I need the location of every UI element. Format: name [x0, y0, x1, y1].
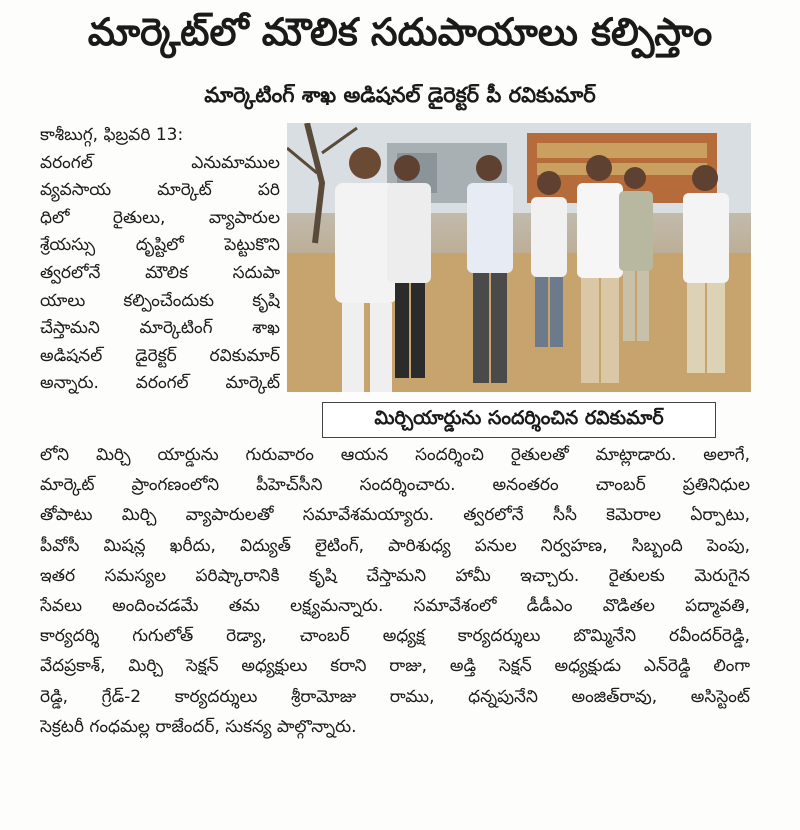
column-line: శ్రేయస్సు దృష్టిలో పెట్టుకొని — [40, 235, 280, 256]
column-line: ధిలో రైతులు, వ్యాపారుల — [40, 207, 280, 228]
headline: మార్కెట్‌లో మౌలిక సదుపాయాలు కల్పిస్తాం — [87, 10, 713, 54]
body-line: పీవోసీ మిషన్ల ఖరీదు, విద్యుత్‌ లైటింగ్‌, పారిశుధ్య పనుల నిర్వహణ, సిబ్బంది పెంపు, — [40, 535, 750, 556]
column-line: కాశీబుగ్గ, ఫిబ్రవరి 13: — [40, 125, 184, 145]
body-line: సేవలు అందించడమే తమ లక్ష్యమన్నారు. సమావేశంలో డీడీఎం వొడితల పద్మావతి, — [40, 596, 750, 617]
column-line: అడిషనల్‌ డైరెక్టర్‌ రవికుమార్‌ — [40, 345, 280, 366]
body-line: వేదప్రకాశ్‌, మిర్చి సెక్షన్‌ అధ్యక్షులు కరాని రాజు, అడ్తి సెక్షన్‌ అధ్యక్షుడు ఎన్‌రెడ్డి లింగా — [40, 656, 750, 677]
body-line: మార్కెట్‌ ప్రాంగణంలోని పీహెచ్‌సీని సందర్శించారు. అనంతరం చాంబర్‌ ప్రతినిధుల — [40, 475, 750, 496]
photo-caption-box — [322, 402, 716, 438]
body-line: తోపాటు మిర్చి వ్యాపారులతో సమావేశమయ్యారు. త్వరలోనే సీసీ కెమెరాల ఏర్పాటు, — [40, 505, 750, 526]
body-line: రెడ్డి, గ్రేడ్‌-2 కార్యదర్శులు శ్రీరామోజు రాము, ధన్నపునేని అంజిత్‌రావు, అసిస్టెంట్‌ — [40, 686, 750, 707]
news-photo — [287, 123, 751, 392]
body-line: ఇతర సమస్యల పరిష్కారానికి కృషి చేస్తామని హామీ ఇచ్చారు. రైతులకు మెరుగైన — [40, 565, 750, 586]
body-text — [40, 440, 750, 742]
photo-caption: మిర్చియార్డును సందర్శించిన రవికుమార్‌ — [374, 406, 664, 429]
column-line: వరంగల్‌ ఎనుమాముల — [40, 152, 280, 173]
body-line: సెక్రటరీ గంధమల్ల రాజేందర్‌, సుకన్య పాల్గొన్నారు. — [40, 716, 357, 737]
body-line: లోని మిర్చి యార్డును గురువారం ఆయన సందర్శించి రైతులతో మాట్లాడారు. అలాగే, — [40, 445, 750, 465]
photo-illustration — [287, 123, 751, 392]
body-line: కార్యదర్శి గుగులోత్‌ రెడ్యా, చాంబర్‌ అధ్యక్ష కార్యదర్శులు బొమ్మినేని రవీందర్‌రెడ్డి, — [40, 626, 750, 647]
subheadline: మార్కెటింగ్‌ శాఖ అడిషనల్‌ డైరెక్టర్‌ పీ రవికుమార్‌ — [204, 83, 596, 107]
column-line: త్వరలోనే మౌలిక సదుపా — [40, 262, 280, 283]
column-line: చేస్తామని మార్కెటింగ్‌ శాఖ — [40, 318, 280, 339]
column-line: అన్నారు. వరంగల్‌ మార్కెట్‌ — [40, 373, 280, 394]
column-line: వ్యవసాయ మార్కెట్‌ పరి — [40, 180, 280, 201]
column-line: యాలు కల్పించేందుకు కృషి — [40, 290, 280, 311]
column-text — [40, 122, 280, 398]
